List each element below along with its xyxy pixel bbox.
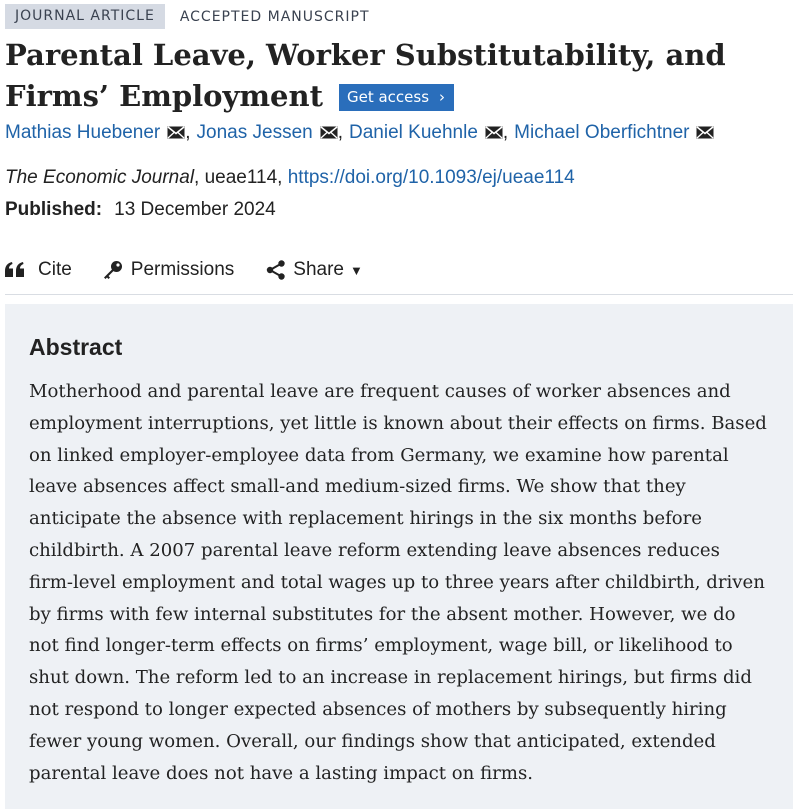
article-id: , ueae114,	[194, 167, 288, 188]
quote-icon	[5, 262, 25, 278]
abstract-text: Motherhood and parental leave are frequent causes of worker absences and employment interruptions, yet little is known about their effects on firms. Based on linked employer-employee data from Germany, we examine how parental leave absences affect small-and medium-sized firms. We show that they anticipate the absence with replacement hirings in the six months before childbirth. A 2007 parental leave reform extending leave absences reduces firm-level employment and total wages up to three years after childbirth, driven by firms with few internal substitutes for the absent mother. However, we do not find longer-term effects on firms’ employment, wage bill, or likelihood to shut down. The reform led to an increase in replacement hirings, but firms did not respond to longer expected absences of mothers by subsequently hiring fewer young women. Overall, our findings show that anticipated, extended parental leave does not have a lasting impact on firms.	[29, 381, 767, 784]
permissions-button[interactable]	[103, 259, 234, 281]
published-label: Published:	[5, 199, 103, 220]
cite-label: Cite	[38, 259, 72, 280]
doi-link[interactable]: https://doi.org/10.1093/ej/ueae114	[287, 167, 575, 188]
author-separator: ,	[185, 122, 191, 143]
share-icon	[266, 260, 286, 280]
author-separator: ,	[502, 122, 509, 143]
article-title-text: Parental Leave, Worker Substitutability, and Firms’ Employment	[5, 38, 726, 113]
abstract-heading: Abstract	[29, 334, 123, 360]
envelope-icon[interactable]	[320, 126, 338, 139]
permissions-label: Permissions	[130, 259, 235, 280]
get-access-button[interactable]	[339, 84, 454, 111]
cite-button[interactable]	[5, 259, 72, 281]
published-date: 13 December 2024	[114, 199, 276, 220]
published-line	[5, 197, 276, 223]
author-list	[5, 120, 714, 146]
journal-name: The Economic Journal	[5, 167, 195, 188]
author-separator: ,	[337, 122, 344, 143]
envelope-icon[interactable]	[696, 126, 714, 139]
author-link[interactable]: Mathias Huebener	[5, 122, 161, 143]
envelope-icon[interactable]	[485, 126, 503, 139]
envelope-icon[interactable]	[167, 126, 185, 139]
get-access-label: Get access	[346, 88, 430, 106]
citation-line	[5, 165, 575, 191]
article-tags	[5, 4, 370, 29]
share-button[interactable]	[266, 259, 363, 281]
author-link[interactable]: Daniel Kuehnle	[349, 122, 478, 143]
article-title	[5, 35, 790, 117]
share-label: Share	[293, 259, 344, 280]
key-icon	[103, 260, 123, 280]
status-tag: ACCEPTED MANUSCRIPT	[179, 8, 370, 25]
caret-down-icon: ▼	[349, 262, 363, 278]
divider	[5, 294, 793, 295]
article-type-tag: JOURNAL ARTICLE	[5, 4, 165, 29]
author-link[interactable]: Jonas Jessen	[196, 122, 313, 143]
article-toolbar	[5, 256, 363, 284]
abstract-section	[5, 304, 793, 809]
chevron-right-icon: ›	[439, 88, 446, 106]
author-link[interactable]: Michael Oberfichtner	[514, 122, 690, 143]
